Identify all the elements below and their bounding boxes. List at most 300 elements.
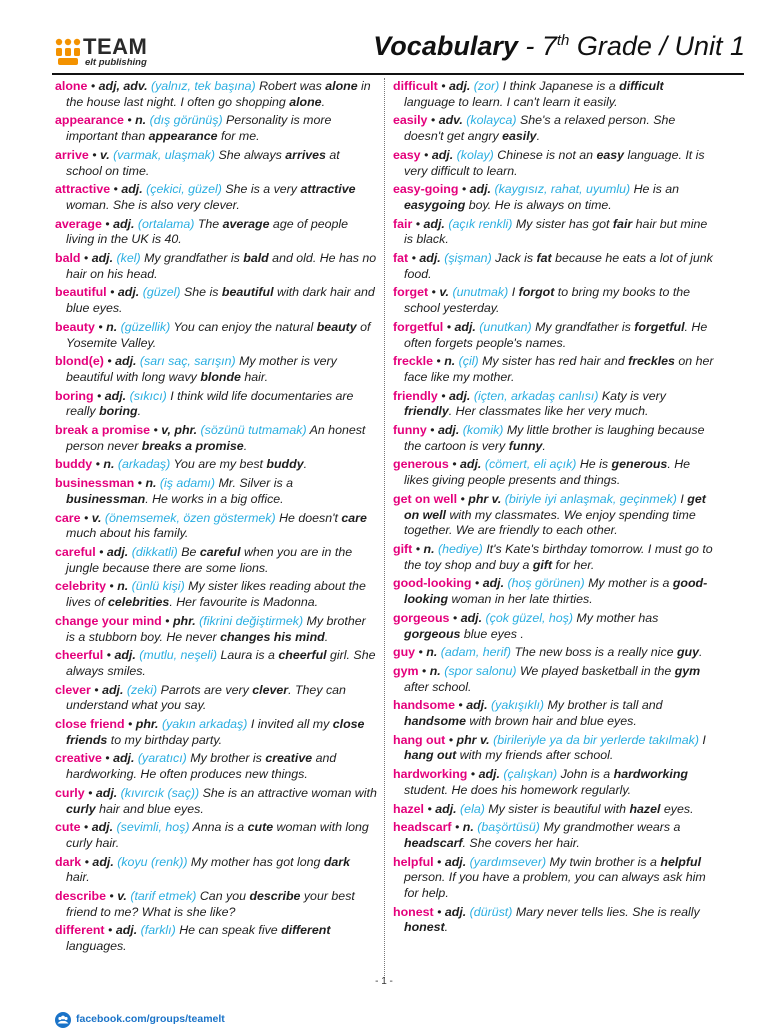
example-text: My mother has got long xyxy=(190,854,324,869)
vocabulary-entry: headscarf • n. (başörtüsü) My grandmother wears a headscarf. She covers her hair. xyxy=(393,820,681,850)
example-highlight: bald xyxy=(243,251,269,266)
vocabulary-entry: helpful • adj. (yardımsever) My twin brother is a helpful person. If you have a problem, you can always ask him for help. xyxy=(393,854,706,901)
example-highlight: fat xyxy=(536,251,552,266)
vocabulary-entry: hazel • adj. (ela) My sister is beautiful with hazel eyes. xyxy=(393,801,694,816)
example-text: She's a relaxed person. She doesn't get angry xyxy=(404,113,676,144)
turkish-translation: (önemsemek, özen göstermek) xyxy=(104,510,276,525)
headword: change your mind xyxy=(55,613,162,628)
headword: funny xyxy=(393,423,427,438)
example-highlight: easily xyxy=(502,129,537,144)
vocabulary-entry: break a promise • v, phr. (sözünü tutmamak) An honest person never breaks a promise. xyxy=(55,423,366,453)
part-of-speech: adj. xyxy=(95,785,118,800)
part-of-speech: n. xyxy=(103,457,115,472)
vocabulary-entry: get on well • phr v. (biriyle iyi anlaşmak, geçinmek) I get on well with my classmates. We enjoy spending time together. We are friendly to each other. xyxy=(393,491,706,538)
vocabulary-entry: funny • adj. (komik) My little brother is laughing because the cartoon is very funny. xyxy=(393,423,705,453)
page-header xyxy=(55,31,745,70)
right-column xyxy=(393,79,715,939)
headword: forgetful xyxy=(393,319,444,334)
example-highlight: close friends xyxy=(66,717,365,747)
example-highlight: gym xyxy=(674,663,701,678)
team-logo xyxy=(55,36,175,70)
part-of-speech: adj. xyxy=(121,182,143,197)
headword: creative xyxy=(55,751,102,766)
example-text: boy. He is always on time. xyxy=(465,197,612,212)
part-of-speech: adj. xyxy=(449,388,471,403)
example-text: much about his family. xyxy=(66,526,189,541)
example-highlight: care xyxy=(341,510,367,525)
example-highlight: cheerful xyxy=(278,648,327,663)
part-of-speech: adj. xyxy=(115,354,137,369)
part-of-speech: v. xyxy=(100,147,110,162)
example-text: at school on time. xyxy=(66,147,340,178)
example-highlight: easy xyxy=(596,147,625,162)
part-of-speech: adj. xyxy=(444,854,467,869)
headword: celebrity xyxy=(55,579,106,594)
example-text: She is a very xyxy=(225,182,301,197)
headword: get on well xyxy=(393,491,458,506)
example-text: woman. She is also very clever. xyxy=(66,197,240,212)
example-text: He doesn't xyxy=(279,510,342,525)
vocabulary-entry: honest • adj. (dürüst) Mary never tells lies. She is really honest. xyxy=(393,904,700,935)
part-of-speech: adj. xyxy=(460,610,483,625)
example-highlight: hazel xyxy=(629,801,661,816)
vocabulary-entry: generous • adj. (cömert, eli açık) He is generous. He likes giving people presents and things. xyxy=(393,457,691,488)
part-of-speech: adj. xyxy=(454,319,476,334)
vocabulary-entry: arrive • v. (varmak, ulaşmak) She always arrives at school on time. xyxy=(55,147,340,178)
example-text: Jack is xyxy=(495,251,537,266)
part-of-speech: adj. xyxy=(113,751,135,766)
example-text: My brother is a stubborn boy. He never xyxy=(66,613,366,644)
headword: boring xyxy=(55,388,94,403)
headword: appearance xyxy=(55,113,124,128)
example-text: It's Kate's birthday tomorrow. I must go to the toy shop and buy a xyxy=(404,541,713,572)
turkish-translation: (spor salonu) xyxy=(444,663,517,678)
headword: honest xyxy=(393,904,434,919)
example-highlight: handsome xyxy=(404,714,466,729)
example-highlight: describe xyxy=(249,889,301,904)
vocabulary-entry: boring • adj. (sıkıcı) I think wild life documentaries are really boring. xyxy=(55,388,354,419)
example-text: student. He does his homework regularly. xyxy=(404,782,632,797)
turkish-translation: (dürüst) xyxy=(469,904,513,919)
headword: blond(e) xyxy=(55,354,104,369)
example-highlight: get on well xyxy=(404,491,706,522)
part-of-speech: n. xyxy=(426,645,438,660)
turkish-translation: (kıvırcık (saç)) xyxy=(120,785,200,800)
headword: clever xyxy=(55,682,91,697)
turkish-translation: (biriyle iyi anlaşmak, geçinmek) xyxy=(504,491,677,506)
example-highlight: celebrities xyxy=(108,595,170,610)
headword: headscarf xyxy=(393,820,452,835)
vocabulary-entry: fair • adj. (açık renkli) My sister has got fair hair but mine is black. xyxy=(393,216,708,247)
example-highlight: difficult xyxy=(619,79,664,93)
example-text: of Yosemite Valley. xyxy=(66,319,371,350)
example-text: . xyxy=(542,438,546,453)
turkish-translation: (güzel) xyxy=(142,285,181,300)
example-text: He can speak five xyxy=(179,923,282,938)
example-text: My grandmother wears a xyxy=(543,820,681,835)
turkish-translation: (çalışkan) xyxy=(503,767,558,782)
vocabulary-entry: curly • adj. (kıvırcık (saç)) She is an attractive woman with curly hair and blue eyes. xyxy=(55,785,377,816)
vocabulary-entry: care • v. (önemsemek, özen göstermek) He doesn't care much about his family. xyxy=(55,510,367,541)
headword: beauty xyxy=(55,319,95,334)
turkish-translation: (şişman) xyxy=(444,251,492,266)
turkish-translation: (yardımsever) xyxy=(469,854,547,869)
turkish-translation: (yalnız, tek başına) xyxy=(150,79,256,93)
part-of-speech: adj. xyxy=(115,923,138,938)
title-rest: Grade / Unit 1 xyxy=(569,31,745,61)
example-highlight: careful xyxy=(199,544,241,559)
part-of-speech: v. xyxy=(117,889,127,904)
part-of-speech: adj. xyxy=(431,147,454,162)
turkish-translation: (cömert, eli açık) xyxy=(484,457,577,472)
example-highlight: generous xyxy=(611,457,668,472)
headword: beautiful xyxy=(55,285,107,300)
vocabulary-entry: fat • adj. (şişman) Jack is fat because he eats a lot of junk food. xyxy=(393,251,713,281)
example-text: My brother is xyxy=(190,751,266,766)
example-text: blue eyes . xyxy=(460,626,524,641)
part-of-speech: adj. xyxy=(91,251,114,266)
part-of-speech: n. xyxy=(462,820,474,835)
page-number: - 1 - xyxy=(375,976,393,987)
turkish-translation: (sözünü tutmamak) xyxy=(200,423,307,438)
part-of-speech: adj. xyxy=(92,854,114,869)
headword: average xyxy=(55,216,102,231)
example-text: in the house last night. I often go shopping xyxy=(66,79,371,109)
example-text: with my classmates. We enjoy spending time together. We are friendly to each other. xyxy=(404,507,696,538)
example-text: My grandfather is xyxy=(144,251,244,266)
example-highlight: creative xyxy=(265,751,313,766)
example-text: The new boss is a really nice xyxy=(514,645,677,660)
example-text: person. If you have a problem, you can always ask him for help. xyxy=(404,870,706,901)
example-text: hair. xyxy=(66,870,90,885)
vocabulary-entry: friendly • adj. (içten, arkadaş canlısı) Katy is very friendly. Her classmates like her very much. xyxy=(393,388,666,419)
example-text: I xyxy=(702,732,706,747)
vocabulary-entry: average • adj. (ortalama) The average age of people living in the UK is 40. xyxy=(55,216,349,247)
vocabulary-entry: businessman • n. (iş adamı) Mr. Silver is a businessman. He works in a big office. xyxy=(55,476,294,506)
example-highlight: hang out xyxy=(404,748,457,763)
headword: easily xyxy=(393,113,428,128)
part-of-speech: n. xyxy=(429,663,441,678)
turkish-translation: (ortalama) xyxy=(137,216,195,231)
part-of-speech: phr v. xyxy=(468,491,502,506)
vocabulary-entry: celebrity • n. (ünlü kişi) My sister likes reading about the lives of celebrities. Her favourite is Madonna. xyxy=(55,579,366,610)
example-highlight: curly xyxy=(66,801,96,816)
example-highlight: beauty xyxy=(316,319,357,334)
vocabulary-entry: handsome • adj. (yakışıklı) My brother is tall and handsome with brown hair and blue eyes. xyxy=(393,698,663,729)
turkish-translation: (yaratıcı) xyxy=(137,751,187,766)
example-highlight: dark xyxy=(323,854,351,869)
part-of-speech: adj. xyxy=(102,682,124,697)
turkish-translation: (unutmak) xyxy=(452,285,509,300)
example-highlight: honest xyxy=(404,920,445,935)
part-of-speech: adj. xyxy=(466,698,488,713)
example-text: My sister has red hair and xyxy=(482,354,629,369)
part-of-speech: phr. xyxy=(135,717,159,732)
part-of-speech: n. xyxy=(145,476,157,491)
example-highlight: hardworking xyxy=(613,767,688,782)
example-text: My mother has xyxy=(576,610,659,625)
headword: difficult xyxy=(393,79,438,93)
turkish-translation: (dış görünüş) xyxy=(149,113,223,128)
example-text: My mother is a xyxy=(588,576,673,591)
vocabulary-entry: forget • v. (unutmak) I forgot to bring my books to the school yesterday. xyxy=(393,285,691,316)
vocabulary-entry: freckle • n. (çil) My sister has red hair and freckles on her face like my mother. xyxy=(393,354,714,384)
example-text: Mary never tells lies. She is really xyxy=(515,904,700,919)
example-highlight: clever xyxy=(252,682,289,697)
turkish-translation: (komik) xyxy=(462,423,504,438)
headword: easy xyxy=(393,147,421,162)
turkish-translation: (mutlu, neşeli) xyxy=(139,648,218,663)
example-highlight: helpful xyxy=(660,854,702,869)
headword: careful xyxy=(55,544,96,559)
part-of-speech: v, phr. xyxy=(161,423,198,438)
vocabulary-entry: good-looking • adj. (hoş görünen) My mother is a good-looking woman in her late thirties. xyxy=(393,576,708,607)
turkish-translation: (kolayca) xyxy=(466,113,517,128)
example-text: She is xyxy=(184,285,222,300)
example-text: for me. xyxy=(217,129,260,144)
headword: gorgeous xyxy=(393,610,450,625)
example-highlight: fair xyxy=(612,216,633,231)
example-highlight: blonde xyxy=(200,369,241,384)
example-text: Mr. Silver is a xyxy=(218,476,294,491)
part-of-speech: v. xyxy=(91,510,102,525)
turkish-translation: (dikkatli) xyxy=(131,544,178,559)
vocabulary-entry: easy • adj. (kolay) Chinese is not an easy language. It is very difficult to learn. xyxy=(393,147,705,178)
example-text: Parrots are very xyxy=(160,682,253,697)
example-text: Robert was xyxy=(259,79,326,93)
example-text: My little brother is laughing because the cartoon is very xyxy=(404,423,705,453)
example-highlight: appearance xyxy=(148,129,218,144)
turkish-translation: (çok güzel, hoş) xyxy=(485,610,573,625)
turkish-translation: (koyu (renk)) xyxy=(117,854,188,869)
vocabulary-entry: gorgeous • adj. (çok güzel, hoş) My mother has gorgeous blue eyes . xyxy=(393,610,659,641)
vocabulary-entry: beauty • n. (güzellik) You can enjoy the natural beauty of Yosemite Valley. xyxy=(55,319,371,350)
example-text: and old. He has no hair on his head. xyxy=(66,251,377,281)
example-text: hair but mine is black. xyxy=(404,216,708,247)
example-text: . She covers her hair. xyxy=(462,835,580,850)
turkish-translation: (hediye) xyxy=(437,541,483,556)
example-highlight: headscarf xyxy=(404,835,463,850)
headword: hang out xyxy=(393,732,446,747)
part-of-speech: adj. xyxy=(113,216,135,231)
headword: break a promise xyxy=(55,423,151,438)
headword: handsome xyxy=(393,698,455,713)
example-highlight: average xyxy=(222,216,270,231)
headword: easy-going xyxy=(393,182,459,197)
headword: curly xyxy=(55,785,85,800)
example-text: . xyxy=(321,94,326,109)
headword: gift xyxy=(393,541,413,556)
headword: businessman xyxy=(55,476,135,491)
example-text: Can you xyxy=(199,889,250,904)
example-text: I think wild life documentaries are really xyxy=(66,388,354,419)
vocabulary-entry: change your mind • phr. (fikrini değiştirmek) My brother is a stubborn boy. He never changes his mind. xyxy=(55,613,366,644)
headword: bald xyxy=(55,251,81,266)
headword: helpful xyxy=(393,854,434,869)
example-text: when you are in the jungle because there are some lions. xyxy=(66,544,353,575)
turkish-translation: (arkadaş) xyxy=(117,457,171,472)
vocabulary-entry: clever • adj. (zeki) Parrots are very clever. They can understand what you say. xyxy=(55,682,346,713)
vocabulary-entry: cute • adj. (sevimli, hoş) Anna is a cute woman with long curly hair. xyxy=(55,820,369,850)
turkish-translation: (unutkan) xyxy=(479,319,532,334)
example-highlight: businessman xyxy=(66,491,146,506)
headword: dark xyxy=(55,854,82,869)
example-highlight: forgetful xyxy=(634,319,685,334)
headword: fat xyxy=(393,251,409,266)
vocabulary-entry: bald • adj. (kel) My grandfather is bald and old. He has no hair on his head. xyxy=(55,251,377,281)
vocabulary-entry: guy • n. (adam, herif) The new boss is a really nice guy. xyxy=(393,645,703,660)
example-text: for her. xyxy=(552,557,595,572)
headword: attractive xyxy=(55,182,111,197)
example-highlight: beautiful xyxy=(221,285,274,300)
part-of-speech: adj. xyxy=(444,904,467,919)
example-text: He is an xyxy=(633,182,680,197)
turkish-translation: (başörtüsü) xyxy=(477,820,540,835)
facebook-group-icon xyxy=(55,1012,71,1028)
turkish-translation: (zor) xyxy=(473,79,500,93)
example-text: Personality is more important than xyxy=(66,113,332,144)
facebook-url: facebook.com/groups/teamelt xyxy=(76,1013,225,1025)
turkish-translation: (ünlü kişi) xyxy=(131,579,185,594)
example-text: We played basketball in the xyxy=(519,663,675,678)
part-of-speech: adj, adv. xyxy=(98,79,148,93)
example-highlight: friendly xyxy=(404,404,449,419)
part-of-speech: n. xyxy=(444,354,456,369)
example-text: . He often forgets people's names. xyxy=(404,319,708,350)
example-text: . Her classmates like her very much. xyxy=(448,404,649,419)
example-text: My sister is beautiful with xyxy=(488,801,630,816)
example-text: . xyxy=(303,457,308,472)
example-text: with my friends after school. xyxy=(456,748,614,763)
vocabulary-entry: blond(e) • adj. (sarı saç, sarışın) My mother is very beautiful with long wavy blonde hair. xyxy=(55,354,337,384)
header-rule xyxy=(52,73,744,75)
title-grade-num: 7 xyxy=(541,31,557,61)
part-of-speech: phr v. xyxy=(456,732,490,747)
example-text: Anna is a xyxy=(192,820,248,835)
vocabulary-entry: buddy • n. (arkadaş) You are my best buddy. xyxy=(55,457,308,472)
part-of-speech: adj. xyxy=(435,801,457,816)
vocabulary-entry: describe • v. (tarif etmek) Can you describe your best friend to me? What is she like? xyxy=(55,889,355,919)
example-text: An honest person never xyxy=(66,423,366,453)
headword: care xyxy=(55,510,81,525)
turkish-translation: (zeki) xyxy=(126,682,158,697)
turkish-translation: (güzellik) xyxy=(120,319,171,334)
turkish-translation: (farklı) xyxy=(140,923,176,938)
example-text: I invited all my xyxy=(250,717,333,732)
example-text: . They can understand what you say. xyxy=(66,682,346,713)
vocabulary-entry: alone • adj, adv. (yalnız, tek başına) Robert was alone in the house last night. I often go shopping alone. xyxy=(55,79,371,109)
example-highlight: alone xyxy=(325,79,358,93)
title-main: Vocabulary xyxy=(373,31,518,61)
example-text: eyes. xyxy=(660,801,694,816)
turkish-translation: (kolay) xyxy=(456,147,494,162)
part-of-speech: n. xyxy=(106,319,118,334)
title-grade-sup: th xyxy=(556,32,570,49)
vocabulary-entry: appearance • n. (dış görünüş) Personality is more important than appearance for me. xyxy=(55,113,332,144)
example-text: Laura is a xyxy=(220,648,279,663)
turkish-translation: (kaygısız, rahat, uyumlu) xyxy=(494,182,631,197)
example-text: . xyxy=(699,645,703,660)
headword: cheerful xyxy=(55,648,104,663)
example-text: My brother is tall and xyxy=(547,698,663,713)
example-highlight: alone xyxy=(289,94,322,109)
logo-brand-text: TEAM xyxy=(83,34,148,59)
headword: friendly xyxy=(393,388,438,403)
example-text: girl. She always smiles. xyxy=(66,648,376,678)
turkish-translation: (ela) xyxy=(460,801,485,816)
headword: alone xyxy=(55,79,88,93)
part-of-speech: adj. xyxy=(117,285,140,300)
part-of-speech: adj. xyxy=(423,216,445,231)
headword: generous xyxy=(393,457,449,472)
part-of-speech: adj. xyxy=(478,767,500,782)
example-text: to bring my books to the school yesterday. xyxy=(404,285,691,316)
example-highlight: boring xyxy=(99,404,138,419)
example-text: because he eats a lot of junk food. xyxy=(404,251,713,281)
example-highlight: arrives xyxy=(285,147,326,162)
example-text: I think Japanese is a xyxy=(502,79,620,93)
example-highlight: guy xyxy=(676,645,699,660)
part-of-speech: adj. xyxy=(419,251,441,266)
headword: different xyxy=(55,923,105,938)
part-of-speech: adj. xyxy=(460,457,482,472)
turkish-translation: (adam, herif) xyxy=(440,645,511,660)
part-of-speech: phr. xyxy=(172,613,196,628)
example-text: . He likes giving people presents and things. xyxy=(404,457,691,488)
headword: hardworking xyxy=(393,767,468,782)
part-of-speech: adj. xyxy=(482,576,505,591)
example-text: She always xyxy=(218,147,286,162)
example-highlight: gorgeous xyxy=(404,626,461,641)
vocabulary-entry: beautiful • adj. (güzel) She is beautiful with dark hair and blue eyes. xyxy=(55,285,375,316)
turkish-translation: (iş adamı) xyxy=(159,476,215,491)
turkish-translation: (sevimli, hoş) xyxy=(116,820,190,835)
example-highlight: different xyxy=(281,923,331,938)
example-text: My grandfather is xyxy=(535,319,635,334)
example-text: He is xyxy=(579,457,612,472)
part-of-speech: n. xyxy=(135,113,147,128)
vocabulary-entry: hardworking • adj. (çalışkan) John is a hardworking student. He does his homework regularly. xyxy=(393,767,688,797)
turkish-translation: (sıkıcı) xyxy=(129,388,167,403)
example-text: Chinese is not an xyxy=(497,147,597,162)
part-of-speech: n. xyxy=(117,579,129,594)
vocabulary-entry: easy-going • adj. (kaygısız, rahat, uyumlu) He is an easygoing boy. He is always on time. xyxy=(393,182,680,212)
vocabulary-entry: attractive • adj. (çekici, güzel) She is a very attractive woman. She is also very clever. xyxy=(55,182,356,212)
example-text: to my birthday party. xyxy=(107,732,223,747)
part-of-speech: adj. xyxy=(104,388,127,403)
example-highlight: forgot xyxy=(518,285,555,300)
vocabulary-entry: hang out • phr v. (birileriyle ya da bir yerlerde takılmak) I hang out with my friends after school. xyxy=(393,732,706,763)
team-logo-icon xyxy=(55,38,81,68)
headword: describe xyxy=(55,889,106,904)
example-text: hair and blue eyes. xyxy=(95,801,204,816)
example-text: . Her favourite is Madonna. xyxy=(169,595,319,610)
turkish-translation: (birileriyle ya da bir yerlerde takılmak) xyxy=(493,732,699,747)
example-text: woman in her late thirties. xyxy=(448,592,593,607)
turkish-translation: (yakışıklı) xyxy=(491,698,545,713)
example-text: language to learn. I can't learn it easily. xyxy=(404,94,618,109)
vocabulary-entry: dark • adj. (koyu (renk)) My mother has got long dark hair. xyxy=(55,854,351,885)
example-text: My mother is very beautiful with long wavy xyxy=(66,354,337,384)
turkish-translation: (hoş görünen) xyxy=(507,576,585,591)
example-text: languages. xyxy=(66,939,127,954)
page-title xyxy=(373,31,745,62)
example-text: . xyxy=(324,629,329,644)
example-text: with dark hair and blue eyes. xyxy=(66,285,375,316)
example-text: on her face like my mother. xyxy=(404,354,714,384)
example-text: I xyxy=(680,491,688,506)
left-column xyxy=(55,79,377,958)
